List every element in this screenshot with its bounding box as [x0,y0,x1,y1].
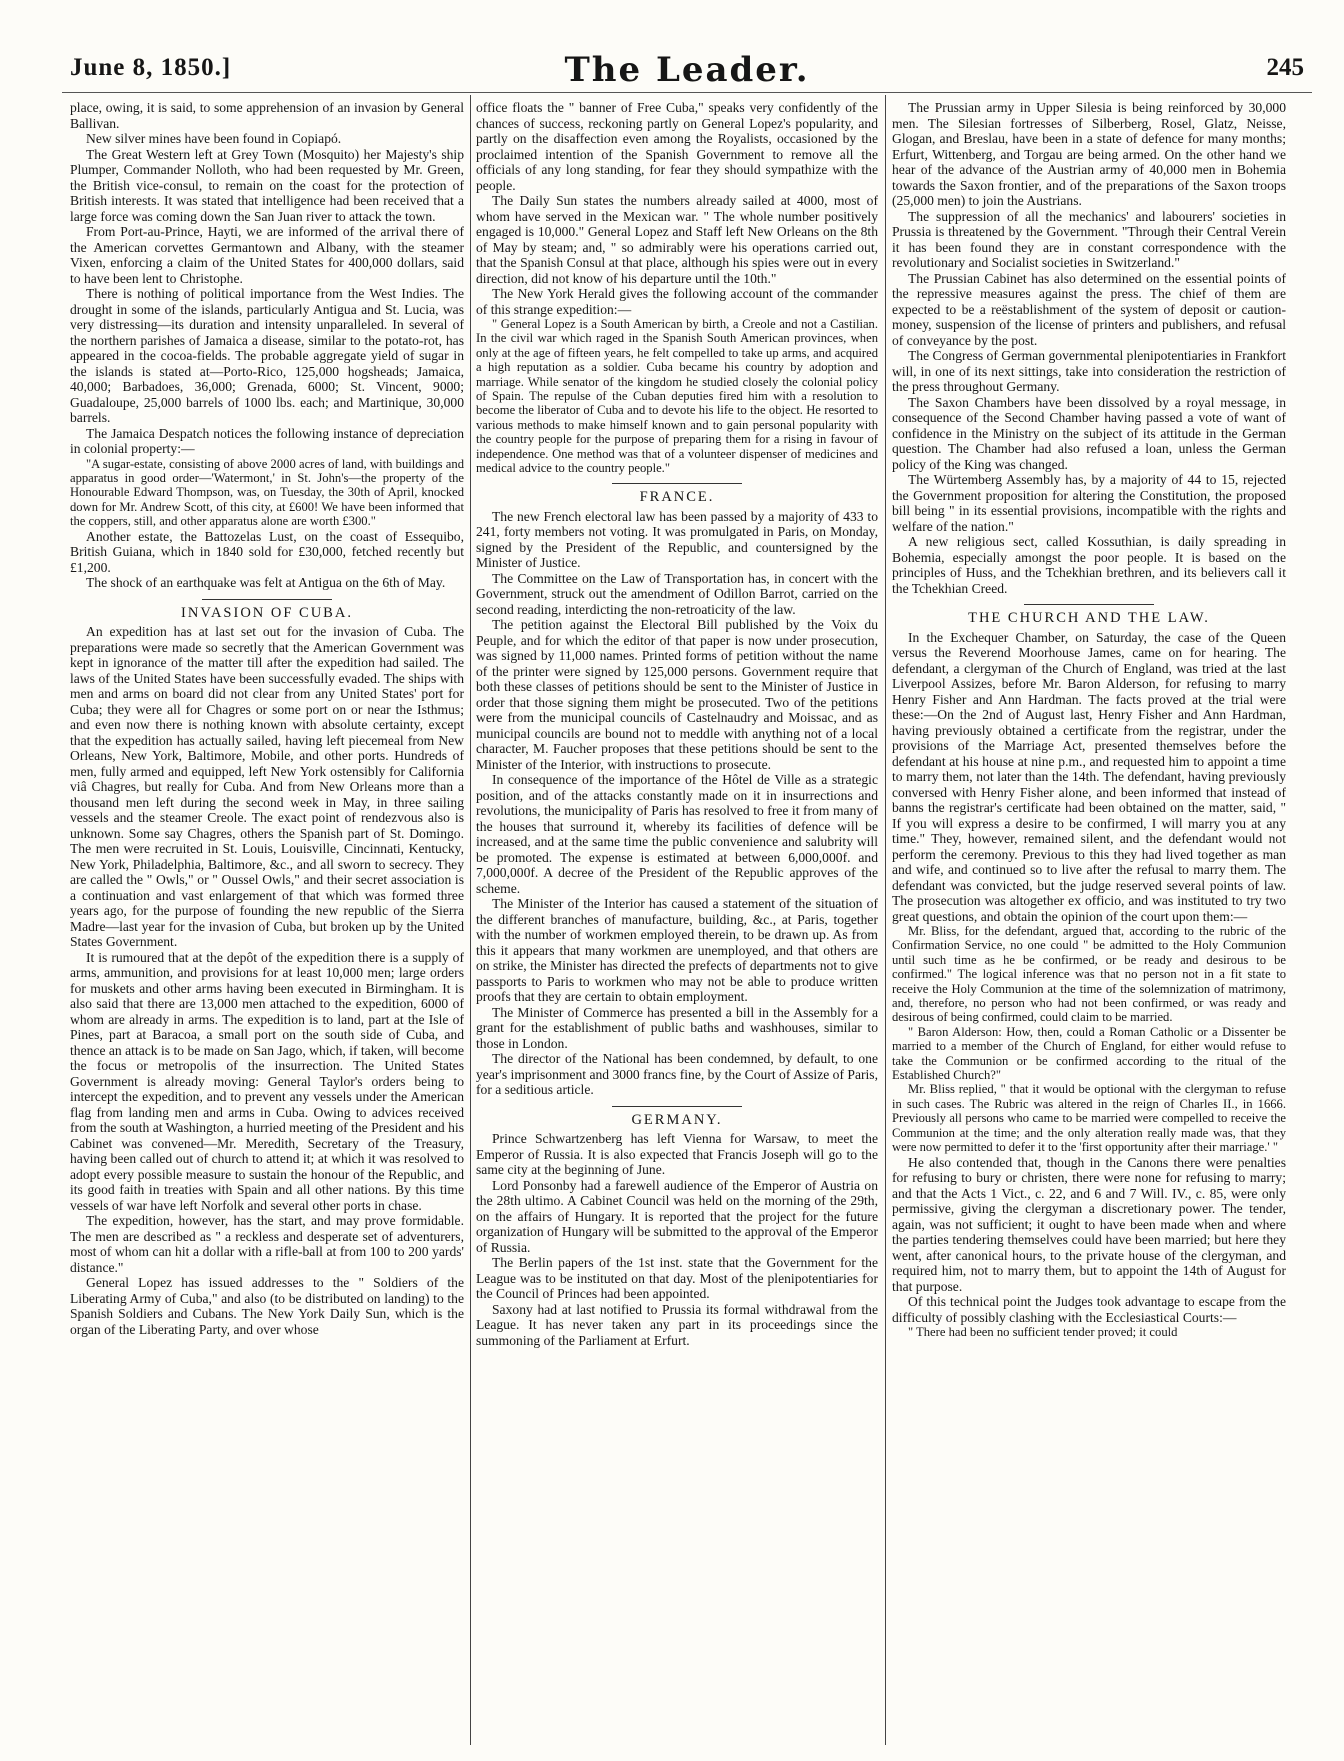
paragraph: The suppression of all the mechanics' and labourers' societies in Prussia is threatened by the Government. "Through their Central Verein it has been found they are in constant correspondence with the revolutionary and Socialist societies in Switzerland." [892,208,1286,270]
paragraph: The director of the National has been condemned, by default, to one year's imprisonment and 3000 francs fine, by the Court of Assize of Paris, for a seditious article. [476,1051,878,1098]
paragraph: The Committee on the Law of Transportation has, in concert with the Government, struck out the amendment of Odillon Barrot, carried on the second reading, interdicting the non-retroaticity of the law. [476,570,878,617]
quotation: " Baron Alderson: How, then, could a Roman Catholic or a Dissenter be married to a member of the Church of England, for either would refuse to take the Communion or be confirmed according to the ritual of the Established Church?" [892,1024,1286,1083]
paragraph: A new religious sect, called Kossuthian, is daily spreading in Bohemia, especially amongst the poor people. It is based on the principles of Huss, and the Tchekhian brethren, and its believers call it the Tchekhian Creed. [892,534,1286,596]
paragraph: The new French electoral law has been passed by a majority of 433 to 241, forty members not voting. It was promulgated in Paris, on Monday, signed by the President of the Republic, and countersigned by the Minister of Justice. [476,508,878,571]
paragraph: General Lopez has issued addresses to the " Soldiers of the Liberating Army of Cuba," and also (to be distributed on landing) to the Spanish Soldiers and Cubans. The New York Daily Sun, which is the organ of the Liberating Party, and over whose [70,1275,464,1337]
paragraph: Lord Ponsonby had a farewell audience of the Emperor of Austria on the 28th ultimo. A Cabinet Council was held on the morning of the 29th, on the affairs of Hungary. It is reported that the project for the future organization of Hungary will be submitted to the approval of the Emperor of Russia. [476,1177,878,1255]
paragraph: The Minister of the Interior has caused a statement of the situation of the different branches of manufacture, building, &c., at Paris, together with the number of workmen employed therein, to be drawn up. As from this it appears that many workmen are unemployed, and that others are on strike, the Minister has directed the prefects of departments not to give passports to Paris to workmen who may not be able to produce written proofs that they are certain to obtain employment. [476,896,878,1005]
paragraph: The Great Western left at Grey Town (Mosquito) her Majesty's ship Plumper, Commander Nolloth, who had been requested by Mr. Green, the British vice-consul, to remain on the coast for the protection of British interests. It was stated that intelligence had been received that a large force was coming down the San Juan river to attack the town. [70,146,464,224]
section-divider [612,483,742,484]
paragraph: The Congress of German governmental plenipotentiaries in Frankfort will, in one of its next sittings, take into consideration the restriction of the press throughout Germany. [892,348,1286,394]
paragraph: The New York Herald gives the following account of the commander of this strange expedition:— [476,286,878,317]
issue-date: June 8, 1850.] [70,54,232,81]
paragraph: The Prussian army in Upper Silesia is being reinforced by 30,000 men. The Silesian fortresses of Silberberg, Rosel, Glatz, Neisse, Glogan, and Breslau, have been in a state of defence for many months; Erfurt, Wittenberg, and Torgau are being armed. On the other hand we hear of the advance of the Austrian army of 40,000 men in Bohemia towards the Saxon frontier, and of the preparations of the Saxon troops (25,000 men) to join the Austrians. [892,100,1286,208]
paragraph: The shock of an earthquake was felt at Antigua on the 6th of May. [86,575,446,591]
paragraph: An expedition has at last set out for the invasion of Cuba. The preparations were made so secretly that the American Government was kept in ignorance of the matter till after the expedition had sailed. The laws of the United States have been successfully evaded. The ships with men and arms on board did not clear from any United States' port for Cuba; they were all for Chagres or some port on or near the Isthmus; and even now there is nothing known with absolute certainty, except that the expedition has actually sailed, having left piecemeal from New Orleans, New York, Baltimore, Mobile, and other ports. Hundreds of men, fully armed and equipped, left New York ostensibly for California viâ Chagres, but really for Cuba. And from New Orleans more than a thousand men left during the second week in May, in three sailing vessels and the steamer Creole. The exact point of rendezvous also is unknown. Some say Chagres, others the Spanish part of St. Domingo. The men were recruited in St. Louis, Louisville, Cincinnati, Kentucky, New York, Philadelphia, Baltimore, &c., and all sworn to secrecy. They are called the " Owls," or " Oussel Owls," and their secret association is a continuation and vast enlargement of that which was formed three years ago, for the purpose of founding the new republic of the Sierra Madre—last year for the invasion of Cuba, but broken up by the United States Government. [70,624,464,950]
paragraph: The petition against the Electoral Bill published by the Voix du Peuple, and for which the editor of that paper is now under prosecution, was signed by 11,000 names. Printed forms of petition without the name of the printer were signed by 125,000 persons. Government require that both these classes of petitions should be sent to the Minister of Justice in order that those signing them might be prosecuted. Two of the petitions were from the municipal councils of Castelnaudry and Moissac, and as municipal councils are bound not to meddle with anything not of a local character, M. Faucher proposes that these petitions should be sent to the Minister of the Interior, with instructions to prosecute. [476,617,878,772]
column-rule [470,95,471,1745]
paragraph: The Daily Sun states the numbers already sailed at 4000, most of whom have served in the Mexican war. " The whole number positively engaged is 10,000." General Lopez and Staff left New Orleans on the 8th of May by steam; and, " so admirably were his operations carried out, that the Spanish Consul at that place, although his spies were out in every direction, did not know of his departure until the 10th." [476,193,878,286]
column-rule [885,95,886,1745]
paragraph: The Minister of Commerce has presented a bill in the Assembly for a grant for the establishment of public baths and washhouses, similar to those in London. [476,1004,878,1051]
quotation: Mr. Bliss replied, " that it would be optional with the clergyman to refuse in such cases. The Rubric was altered in the reign of Charles II., in 1666. Previously all persons who came to be married were compelled to receive the Communion at the time; and the only alteration really made was, that they were now permitted to defer it to the 'first opportunity after their marriage.' " [892,1082,1286,1155]
page-number: 245 [1266,54,1304,81]
section-heading-germany: GERMANY. [631,1111,723,1128]
paragraph: The Berlin papers of the 1st inst. state that the Government for the League was to be instituted on that day. Most of the plenipotentiaries for the Council of Princes had been appointed. [476,1255,878,1302]
column-3 [892,100,1286,1750]
paragraph: New silver mines have been found in Copiapó. [86,131,342,146]
section-divider [612,1106,742,1107]
paragraph: The Jamaica Despatch notices the following instance of depreciation in colonial property:— [70,425,464,456]
paragraph: The Prussian Cabinet has also determined on the essential points of the repressive measures against the press. The chief of them are expected to be a reëstablishment of the system of deposit or caution-money, suspension of the license of printers and publishers, and refusal of conveyance by the post. [892,270,1286,348]
paragraph: The expedition, however, has the start, and may prove formidable. The men are described as " a reckless and desperate set of adventurers, most of whom can hit a dollar with a rifle-ball at from 100 to 200 yards' distance." [70,1213,464,1275]
masthead [62,52,1312,93]
paragraph: There is nothing of political importance from the West Indies. The drought in some of the islands, particularly Antigua and St. Lucia, was very distressing—its duration and intensity unparalleled. In several of the northern parishes of Jamaica a disease, similar to the potato-rot, has appeared in the cocoa-fields. The probable aggregate yield of sugar in the islands is stated at—Porto-Rico, 125,000 hogsheads; Jamaica, 40,000; Barbadoes, 36,000; Grenada, 6000; St. Vincent, 9000; Guadaloupe, 25,000 barrels of 1000 lbs. each; and Martinique, 30,000 barrels. [70,286,464,425]
paragraph: The Würtemberg Assembly has, by a majority of 44 to 15, rejected the Government proposition for altering the Constitution, the proposed bill being " in its essential provisions, incompatible with the rights and welfare of the nation." [892,472,1286,534]
paragraph: place, owing, it is said, to some apprehension of an invasion by General Ballivan. [70,100,464,131]
column-1 [70,100,464,1750]
quotation: "A sugar-estate, consisting of above 2000 acres of land, with buildings and apparatus in good order—'Watermont,' in St. John's—the property of the Honourable Edward Thompson, was, on Tuesday, the 30th of April, knocked down for Mr. Andrew Scott, of this city, at £600! We have been informed that the coppers, still, and other apparatus alone are worth £300." [70,456,464,529]
paragraph: He also contended that, though in the Canons there were penalties for refusing to bury or christen, there were none for refusing to marry; and that the Acts 1 Vict., c. 22, and 6 and 7 Will. IV., c. 85, were only permissive, giving the clergyman a discretionary power. The tender, again, was not sufficient; it ought to have been made when and where the parties tendering themselves could have been married; but here they went, after canonical hours, to the private house of the clergyman, and required him, not to marry them, but to appoint the 14th of August for that purpose. [892,1154,1286,1294]
paragraph: In consequence of the importance of the Hôtel de Ville as a strategic position, and of the attacks constantly made on it in insurrections and revolutions, the municipality of Paris has resolved to free it from many of the houses that surround it, whereby its facilities of defence will be increased, and at the same time the public convenience and salubrity will be promoted. The expense is estimated at between 6,000,000f. and 7,000,000f. A decree of the President of the Republic approves of the scheme. [476,772,878,896]
section-heading-church: THE CHURCH AND THE LAW. [968,610,1210,626]
paragraph: Another estate, the Battozelas Lust, on the coast of Essequibo, British Guiana, which in 1840 sold for £30,000, fetched recently but £1,200. [70,528,464,575]
section-divider [1024,604,1154,605]
paragraph: It is rumoured that at the depôt of the expedition there is a supply of arms, ammunition, and provisions for at least 10,000 men; large orders for muskets and other arms having been executed in Birmingham. It is also said that there are 13,000 men attached to the expedition, 6000 of whom are already in arms. The expedition is to land, part at the Isle of Pines, part at Baracoa, a small port on the south side of Cuba, and thence an attack is to be made on San Jago, which, if taken, will become the focus or metropolis of the insurrection. The United States Government is already moving: General Taylor's orders being to intercept the expedition, and to prevent any vessels under the American flag from landing men and arms in Cuba. Owing to advices received from the south at Washington, a hurried meeting of the President and his Cabinet was convened—Mr. Meredith, Secretary of the Treasury, having been called out of church to attend it; at which it was resolved to adopt every possible measure to sustain the honour of the Republic, and its good faith in treaties with Spain and all other nations. By this time vessels of war have left Norfolk and several other ports in chase. [70,949,464,1213]
section-heading-cuba: INVASION OF CUBA. [181,604,353,621]
newspaper-title: The Leader. [564,50,810,90]
quotation: " General Lopez is a South American by birth, a Creole and not a Castilian. In the civil war which raged in the Spanish South American provinces, when only at the age of fifteen years, he felt compelled to take up arms, and acquired a high reputation as a soldier. Cuba became his country by adoption and marriage. While senator of the kingdom he studied closely the colonial policy of Spain. The repulse of the Cuban deputies fired him with a resolution to become the liberator of Cuba and to devote his life to the object. He resorted to various methods to make himself known and to gain personal popularity with the country people for the purpose of preparing them for a rising in favour of independence. One method was that of a volunteer dispenser of medicines and medical advice to the country people." [476,317,878,476]
paragraph: Prince Schwartzenberg has left Vienna for Warsaw, to meet the Emperor of Russia. It is also expected that Francis Joseph will go to the same city at the beginning of June. [476,1131,878,1178]
paragraph: In the Exchequer Chamber, on Saturday, the case of the Queen versus the Reverend Moorhouse James, came on for hearing. The defendant, a clergyman of the Church of England, was tried at the last Liverpool Assizes, before Mr. Baron Alderson, for refusing to marry Henry Fisher and Ann Hardman. The facts proved at the trial were these:—On the 2nd of August last, Henry Fisher and Ann Hardman, having previously obtained a certificate from the registrar, under the provisions of the Marriage Act, presented themselves before the defendant at his house at nine p.m., and requested him to appoint a time to marry them, not later than the 14th. The defendant, having previously conversed with Henry Fisher alone, and been informed that instead of banns the registrar's certificate had been obtained on the matter, said, " If you will express a desire to be confirmed, I will marry you at any time." They, however, remained silent, and the defendant would not perform the ceremony. Previous to this they had lived together as man and wife, and continued so to live after the refusal to marry them. The defendant was convicted, but the judge reserved several points of law. The prosecution was altogether ex officio, and was instituted to try two great questions, and obtain the opinion of the court upon them:— [892,629,1286,924]
section-heading-france: FRANCE. [639,489,715,506]
paragraph: Saxony had at last notified to Prussia its formal withdrawal from the League. It has never taken any part in its proceedings since the summoning of the Parliament at Erfurt. [476,1301,878,1348]
paragraph: From Port-au-Prince, Hayti, we are informed of the arrival there of the American corvettes Germantown and Albany, with the steamer Vixen, enforcing a claim of the United States for 400,000 dollars, said to have been lent to Christophe. [70,224,464,286]
paragraph: Of this technical point the Judges took advantage to escape from the difficulty of possibly clashing with the Ecclesiastical Courts:— [892,1294,1286,1325]
paragraph: office floats the " banner of Free Cuba," speaks very confidently of the chances of success, reckoning partly on General Lopez's popularity, and partly on the disaffection even among the Royalists, occasioned by the proclaimed intention of the Spanish Government to remove all the officials of any long standing, for fear they should sympathize with the people. [476,100,878,193]
column-2 [476,100,878,1750]
paragraph: The Saxon Chambers have been dissolved by a royal message, in consequence of the Second Chamber having passed a vote of want of confidence in the Ministry on the subject of its attitude in the German question. The Chamber had also refused a loan, unless the German policy of the King was changed. [892,394,1286,472]
section-divider [202,599,332,600]
quotation: Mr. Bliss, for the defendant, argued that, according to the rubric of the Confirmation Service, no one could " be admitted to the Holy Communion until such time as he be confirmed, or be ready and desirous to be confirmed." The logical inference was that no person not in a fit state to receive the Holy Communion at the time of the solemnization of matrimony, and, therefore, no person who had not been confirmed, or was ready and desirous of being confirmed, could claim to be married. [892,924,1286,1025]
quotation: " There had been no sufficient tender proved; it could [908,1325,1178,1339]
